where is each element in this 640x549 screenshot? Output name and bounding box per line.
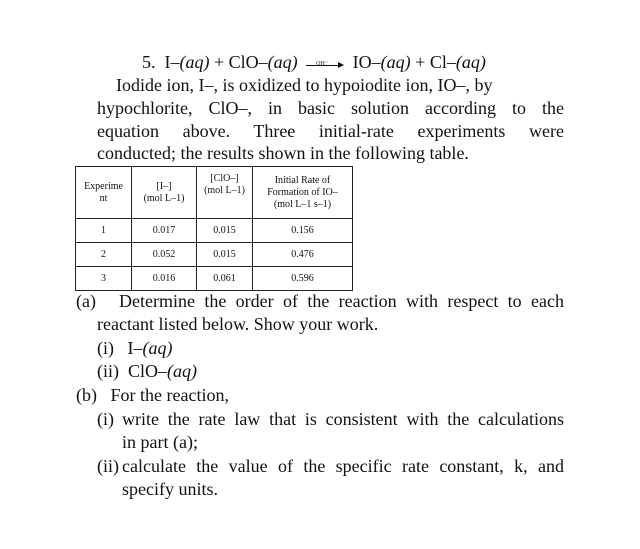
arrow-label: OH⁻ bbox=[316, 60, 329, 67]
intro-line: hypochlorite, ClO–, in basic solution according to the bbox=[97, 98, 564, 118]
table-header-row bbox=[76, 167, 353, 219]
intro-line: equation above. Three initial-rate experiments were bbox=[97, 121, 564, 141]
part-a-item bbox=[97, 360, 197, 382]
header-text: nt bbox=[99, 192, 108, 204]
part-b-label: (b) bbox=[76, 385, 97, 405]
header-text: Initial Rate of bbox=[274, 174, 331, 186]
state: (aq) bbox=[455, 52, 486, 72]
state: (aq) bbox=[380, 52, 411, 72]
cell: 2 bbox=[76, 243, 132, 267]
question-number: 5. bbox=[142, 52, 156, 72]
reactant-2: ClO– bbox=[228, 52, 268, 72]
item-label: (ii) bbox=[97, 456, 119, 476]
reaction-equation bbox=[142, 51, 486, 73]
cell: 0.156 bbox=[253, 219, 353, 243]
part-b-line: calculate the value of the specific rate constant, k, and bbox=[122, 456, 564, 476]
cell: 0.016 bbox=[132, 267, 197, 291]
state: (aq) bbox=[267, 52, 298, 72]
table-row bbox=[76, 267, 353, 291]
plus: + bbox=[214, 52, 225, 72]
item-text: ClO– bbox=[128, 361, 168, 381]
plus: + bbox=[415, 52, 426, 72]
header-rate bbox=[253, 167, 353, 219]
part-b-line: write the rate law that is consistent with the calculations bbox=[122, 409, 564, 429]
results-table bbox=[75, 166, 353, 291]
cell: 0.476 bbox=[253, 243, 353, 267]
state: (aq) bbox=[167, 361, 198, 381]
item-label: (i) bbox=[97, 338, 114, 358]
header-experiment bbox=[76, 167, 132, 219]
table-row bbox=[76, 219, 353, 243]
part-a-line: Determine the order of the reaction with respect to each bbox=[119, 291, 564, 311]
table-row bbox=[76, 243, 353, 267]
part-b-line: specify units. bbox=[122, 479, 218, 499]
header-text: (mol L–1) bbox=[143, 192, 185, 204]
header-text: (mol L–1) bbox=[204, 185, 245, 196]
state: (aq) bbox=[179, 52, 210, 72]
part-b-line: in part (a); bbox=[122, 432, 198, 452]
header-iodide bbox=[132, 167, 197, 219]
product-2: Cl– bbox=[429, 52, 456, 72]
cell: 3 bbox=[76, 267, 132, 291]
intro-line: Iodide ion, I–, is oxidized to hypoiodite ion, IO–, by bbox=[116, 75, 493, 95]
header-text: Formation of IO– bbox=[267, 186, 338, 198]
state: (aq) bbox=[142, 338, 173, 358]
cell: 0.596 bbox=[253, 267, 353, 291]
cell: 0.061 bbox=[197, 267, 253, 291]
reaction-arrow-icon bbox=[306, 59, 344, 69]
header-text: (mol L–1 s–1) bbox=[273, 198, 332, 210]
part-b-text: For the reaction, bbox=[110, 385, 229, 405]
header-text: [ClO–] bbox=[210, 173, 239, 184]
header-hypochlorite bbox=[197, 167, 253, 219]
cell: 0.015 bbox=[197, 219, 253, 243]
part-a-label: (a) bbox=[76, 291, 96, 311]
part-b bbox=[76, 384, 229, 406]
cell: 0.015 bbox=[197, 243, 253, 267]
item-text: I– bbox=[127, 338, 143, 358]
header-text: Experime bbox=[84, 180, 123, 192]
reactant-1: I– bbox=[164, 52, 180, 72]
part-a-item bbox=[97, 337, 173, 359]
product-1: IO– bbox=[352, 52, 381, 72]
cell: 0.052 bbox=[132, 243, 197, 267]
cell: 1 bbox=[76, 219, 132, 243]
item-label: (ii) bbox=[97, 361, 119, 381]
item-label: (i) bbox=[97, 409, 114, 429]
intro-line: conducted; the results shown in the following table. bbox=[97, 143, 469, 163]
cell: 0.017 bbox=[132, 219, 197, 243]
part-a-line: reactant listed below. Show your work. bbox=[97, 314, 379, 334]
header-text: [I–] bbox=[156, 180, 172, 192]
